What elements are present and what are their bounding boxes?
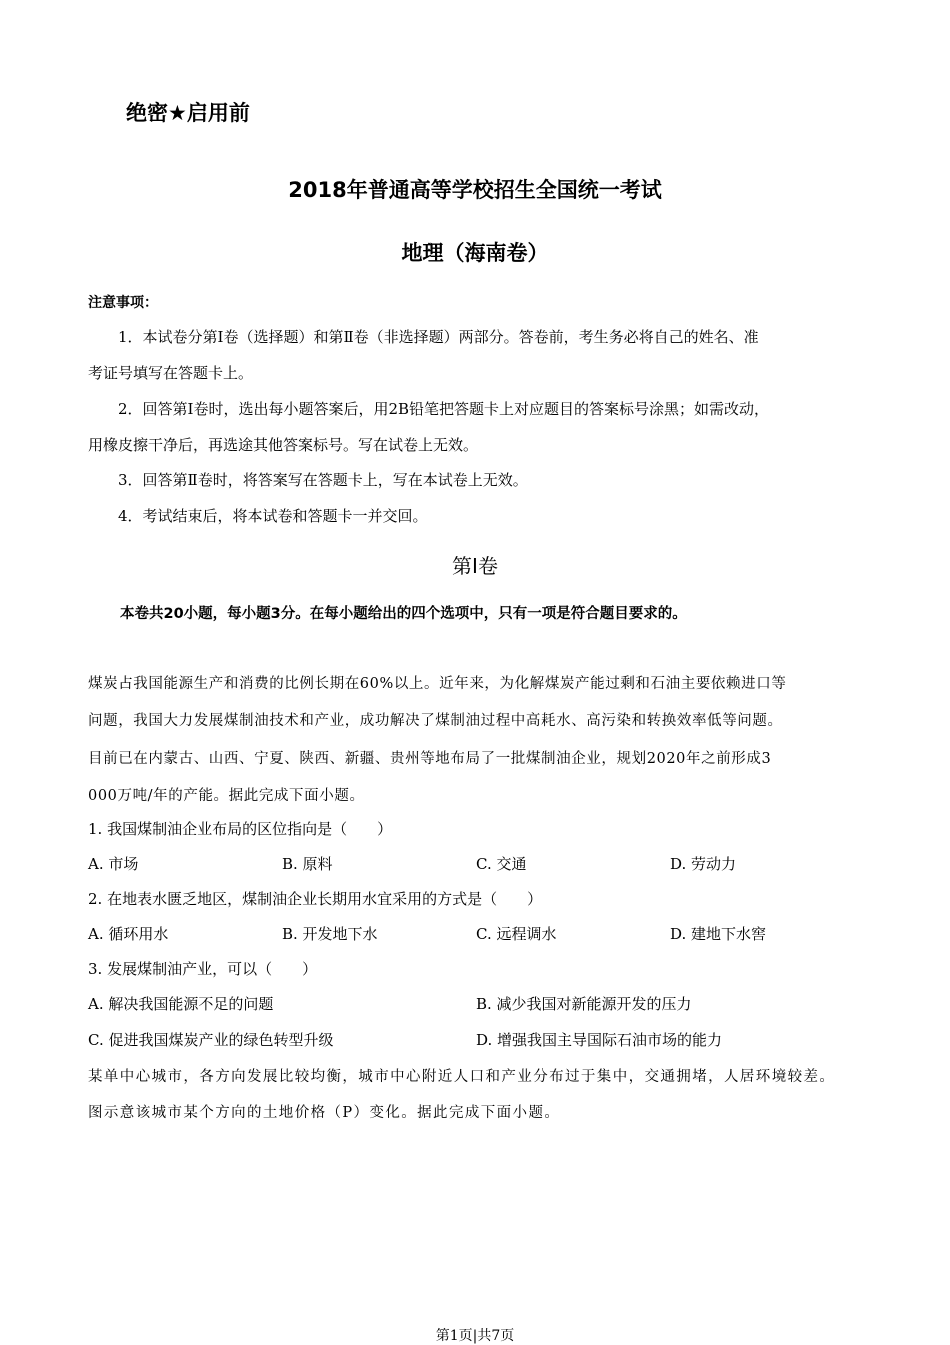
option-d[interactable]: D. 劳动力 — [670, 855, 737, 873]
option-b[interactable]: B. 减少我国对新能源开发的压力 — [476, 995, 692, 1013]
passage-line: 某单中心城市，各方向发展比较均衡，城市中心附近人口和产业分布过于集中，交通拥堵，人居环境较差。 — [88, 1069, 836, 1085]
passage-line: 图示意该城市某个方向的土地价格（P）变化。据此完成下面小题。 — [88, 1105, 561, 1121]
question-stem: 1. 我国煤制油企业布局的区位指向是（ ） — [88, 820, 393, 838]
question-stem: 3. 发展煤制油产业，可以（ ） — [88, 960, 318, 978]
passage-line: 000万吨/年的产能。据此完成下面小题。 — [88, 788, 365, 804]
confidential-label: 绝密★启用前 — [126, 101, 250, 125]
passage-line: 煤炭占我国能源生产和消费的比例长期在60%以上。近年来，为化解煤炭产能过剩和石油主要依赖进口等 — [88, 676, 787, 692]
notice-heading: 注意事项： — [88, 295, 158, 311]
option-d[interactable]: D. 增强我国主导国际石油市场的能力 — [476, 1031, 723, 1049]
passage-line: 问题，我国大力发展煤制油技术和产业，成功解决了煤制油过程中高耗水、高污染和转换效率低等问题。 — [88, 713, 783, 729]
exam-subtitle: 地理（海南卷） — [401, 241, 549, 265]
notice-item-1-line1: 1．本试卷分第Ⅰ卷（选择题）和第Ⅱ卷（非选择题）两部分。答卷前，考生务必将自己的姓名、准 — [118, 328, 759, 346]
option-a[interactable]: A. 循环用水 — [88, 925, 169, 943]
option-c[interactable]: C. 交通 — [476, 855, 527, 873]
passage-line: 目前已在内蒙古、山西、宁夏、陕西、新疆、贵州等地布局了一批煤制油企业，规划2020年之前形成3 — [88, 751, 772, 767]
question-stem: 2. 在地表水匮乏地区，煤制油企业长期用水宜采用的方式是（ ） — [88, 890, 543, 908]
page-number: 第1页|共7页 — [435, 1328, 515, 1344]
option-a[interactable]: A. 解决我国能源不足的问题 — [88, 995, 274, 1013]
notice-item-1-line2: 考证号填写在答题卡上。 — [88, 364, 254, 382]
option-b[interactable]: B. 开发地下水 — [282, 925, 378, 943]
section-instruction: 本卷共20小题，每小题3分。在每小题给出的四个选项中，只有一项是符合题目要求的。 — [120, 606, 687, 622]
option-c[interactable]: C. 远程调水 — [476, 925, 557, 943]
notice-item-3: 3．回答第Ⅱ卷时，将答案写在答题卡上，写在本试卷上无效。 — [118, 471, 528, 489]
option-b[interactable]: B. 原料 — [282, 855, 333, 873]
option-c[interactable]: C. 促进我国煤炭产业的绿色转型升级 — [88, 1031, 334, 1049]
notice-item-4: 4．考试结束后，将本试卷和答题卡一并交回。 — [118, 507, 428, 525]
notice-item-2-line2: 用橡皮擦干净后，再选途其他答案标号。写在试卷上无效。 — [88, 436, 479, 454]
option-a[interactable]: A. 市场 — [88, 855, 139, 873]
notice-item-2-line1: 2．回答第Ⅰ卷时，选出每小题答案后，用2B铅笔把答题卡上对应题目的答案标号涂黑；如需改动， — [118, 400, 770, 418]
exam-title: 2018年普通高等学校招生全国统一考试 — [288, 178, 662, 202]
section-title: 第Ⅰ卷 — [452, 554, 498, 578]
option-d[interactable]: D. 建地下水窖 — [670, 925, 767, 943]
